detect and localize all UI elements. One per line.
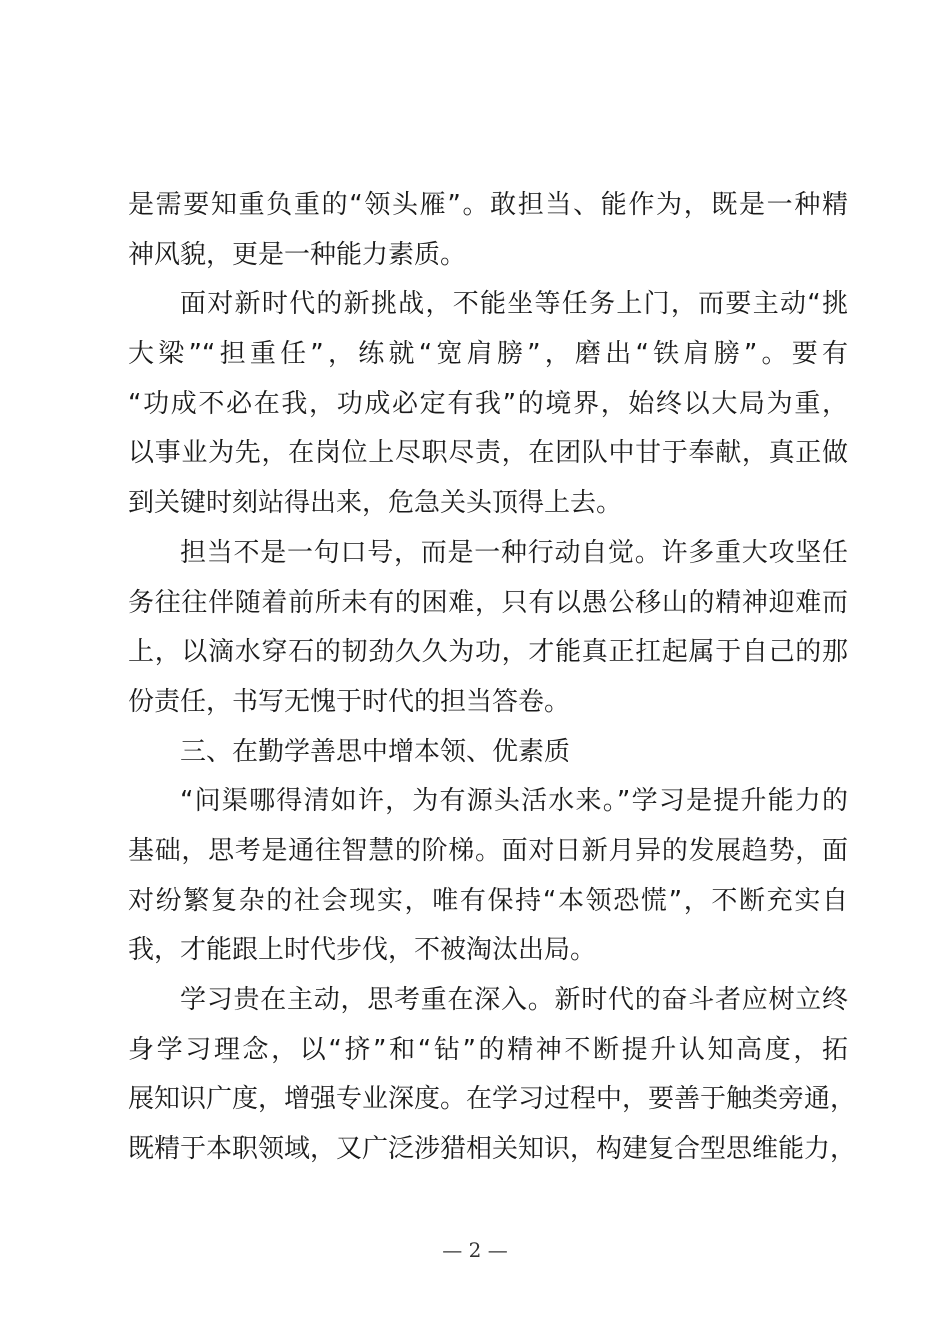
text-line: “问渠哪得清如许，为有源头活水来。”学习是提升能力的 [180, 786, 848, 817]
text-line: 务往往伴随着前所未有的困难，只有以愚公移山的精神迎难而 [128, 587, 848, 618]
text-line: 基础，思考是通往智慧的阶梯。面对日新月异的发展趋势，面 [128, 835, 848, 866]
text-line: “功成不必在我，功成必定有我”的境界，始终以大局为重， [128, 388, 848, 419]
text-line: 既精于本职领域，又广泛涉猎相关知识，构建复合型思维能力， [128, 1134, 857, 1165]
text-line: 对纷繁复杂的社会现实，唯有保持“本领恐慌”，不断充实自 [128, 885, 848, 916]
text-line: 是需要知重负重的“领头雁”。敢担当、能作为，既是一种精 [128, 190, 848, 220]
text-line: 担当不是一句口号，而是一种行动自觉。许多重大攻坚任 [180, 537, 848, 568]
text-line: 学习贵在主动，思考重在深入。新时代的奋斗者应树立终 [180, 985, 848, 1015]
text-line: 神风貌，更是一种能力素质。 [128, 239, 467, 270]
text-line: 上，以滴水穿石的韧劲久久为功，才能真正扛起属于自己的那 [128, 637, 848, 668]
text-line: 身学习理念，以“挤”和“钻”的精神不断提升认知高度，拓 [128, 1034, 848, 1065]
page-number: — 2 — [442, 1238, 508, 1262]
text-line: 我，才能跟上时代步伐，不被淘汰出局。 [128, 935, 597, 966]
text-line: 展知识广度，增强专业深度。在学习过程中，要善于触类旁通， [128, 1084, 857, 1115]
text-line: 面对新时代的新挑战，不能坐等任务上门，而要主动“挑 [180, 289, 848, 320]
text-line: 份责任，书写无愧于时代的担当答卷。 [128, 686, 571, 717]
text-line: 以事业为先，在岗位上尽职尽责，在团队中甘于奉献，真正做 [128, 438, 848, 469]
text-line: 大梁”“担重任”，练就“宽肩膀”，磨出“铁肩膀”。要有 [128, 339, 848, 370]
text-line: 到关键时刻站得出来，危急关头顶得上去。 [128, 488, 623, 519]
section-heading: 三、在勤学善思中增本领、优素质 [180, 736, 571, 767]
body-text [128, 181, 857, 1175]
